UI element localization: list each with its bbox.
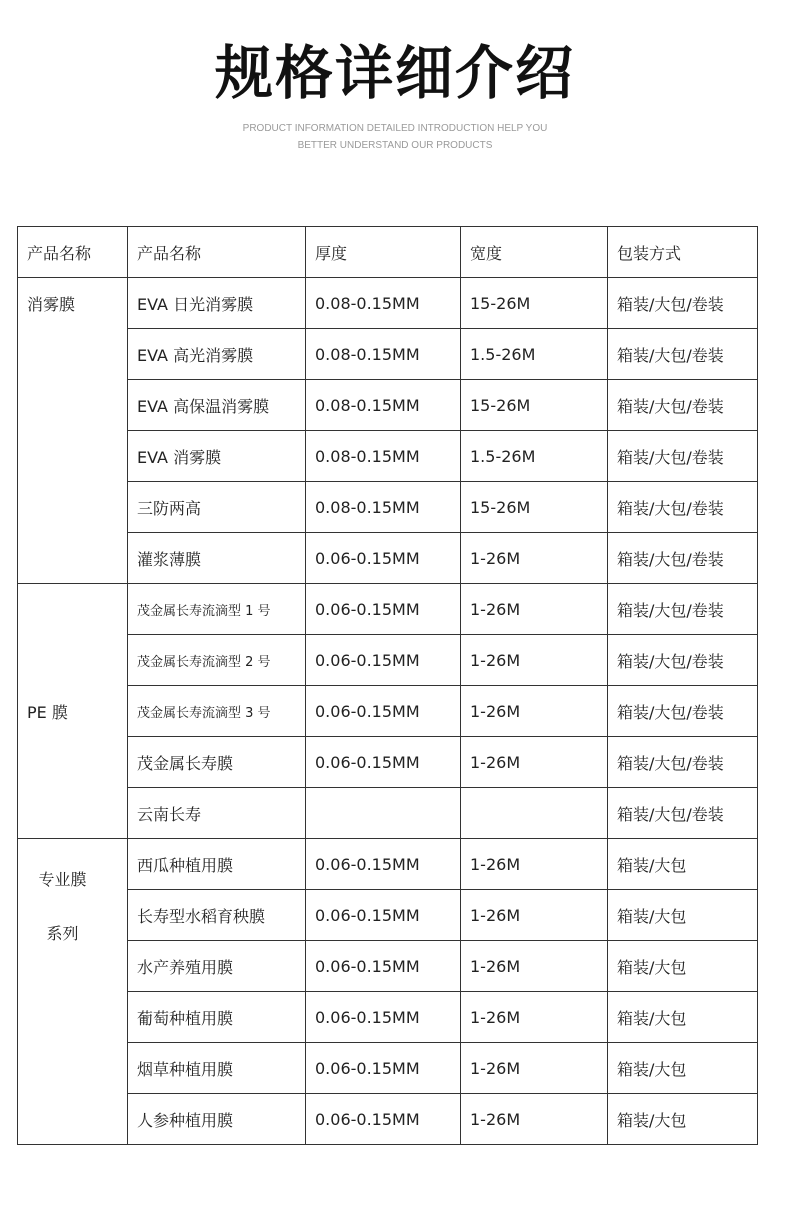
thickness: 0.06-0.15MM	[306, 533, 461, 584]
thickness: 0.06-0.15MM	[306, 890, 461, 941]
product-name: 长寿型水稻育秧膜	[128, 890, 306, 941]
packaging: 箱装/大包/卷装	[608, 635, 758, 686]
page-subtitle	[0, 120, 790, 154]
table-row	[18, 941, 758, 992]
thickness: 0.06-0.15MM	[306, 992, 461, 1043]
table-row	[18, 737, 758, 788]
width: 1-26M	[461, 992, 608, 1043]
width: 1.5-26M	[461, 329, 608, 380]
packaging: 箱装/大包/卷装	[608, 737, 758, 788]
header-product-name: 产品名称	[128, 227, 306, 278]
subtitle-line-1: PRODUCT INFORMATION DETAILED INTRODUCTION HELP YOU	[242, 123, 548, 134]
subtitle-line-2: BETTER UNDERSTAND OUR PRODUCTS	[297, 140, 493, 151]
table-row	[18, 686, 758, 737]
table-row	[18, 584, 758, 635]
thickness: 0.06-0.15MM	[306, 584, 461, 635]
product-name: 茂金属长寿流滴型 2 号	[128, 635, 306, 686]
width: 15-26M	[461, 380, 608, 431]
width: 1-26M	[461, 584, 608, 635]
thickness: 0.08-0.15MM	[306, 329, 461, 380]
group-special-line-1: 专业膜	[38, 870, 87, 889]
thickness: 0.06-0.15MM	[306, 1043, 461, 1094]
width: 1.5-26M	[461, 431, 608, 482]
table-row	[18, 329, 758, 380]
width: 1-26M	[461, 686, 608, 737]
width: 1-26M	[461, 1043, 608, 1094]
table-row	[18, 431, 758, 482]
table-row	[18, 1043, 758, 1094]
product-name: EVA 高保温消雾膜	[128, 380, 306, 431]
packaging: 箱装/大包	[608, 992, 758, 1043]
packaging: 箱装/大包/卷装	[608, 278, 758, 329]
packaging: 箱装/大包	[608, 890, 758, 941]
product-name: 西瓜种植用膜	[128, 839, 306, 890]
width: 1-26M	[461, 890, 608, 941]
thickness: 0.08-0.15MM	[306, 380, 461, 431]
table-row	[18, 380, 758, 431]
packaging: 箱装/大包/卷装	[608, 686, 758, 737]
width: 15-26M	[461, 278, 608, 329]
thickness: 0.08-0.15MM	[306, 278, 461, 329]
thickness: 0.08-0.15MM	[306, 431, 461, 482]
page-title: 规格详细介绍	[214, 39, 575, 107]
packaging: 箱装/大包	[608, 839, 758, 890]
group-pe-film: PE 膜	[18, 584, 128, 839]
thickness: 0.06-0.15MM	[306, 941, 461, 992]
product-name: 云南长寿	[128, 788, 306, 839]
group-special-line-2: 系列	[46, 924, 79, 943]
width: 1-26M	[461, 839, 608, 890]
packaging: 箱装/大包/卷装	[608, 431, 758, 482]
width: 1-26M	[461, 635, 608, 686]
product-name: 水产养殖用膜	[128, 941, 306, 992]
header-width: 宽度	[461, 227, 608, 278]
packaging: 箱装/大包	[608, 1094, 758, 1145]
product-name: EVA 日光消雾膜	[128, 278, 306, 329]
table-row	[18, 1094, 758, 1145]
packaging: 箱装/大包/卷装	[608, 533, 758, 584]
width: 1-26M	[461, 533, 608, 584]
product-name: 茂金属长寿膜	[128, 737, 306, 788]
table-row	[18, 533, 758, 584]
thickness: 0.06-0.15MM	[306, 686, 461, 737]
table-row	[18, 278, 758, 329]
width: 1-26M	[461, 941, 608, 992]
packaging: 箱装/大包	[608, 941, 758, 992]
width: 1-26M	[461, 1094, 608, 1145]
width: 1-26M	[461, 737, 608, 788]
table-row	[18, 839, 758, 890]
width	[461, 788, 608, 839]
packaging: 箱装/大包	[608, 1043, 758, 1094]
thickness: 0.06-0.15MM	[306, 1094, 461, 1145]
product-name: 茂金属长寿流滴型 1 号	[128, 584, 306, 635]
packaging: 箱装/大包/卷装	[608, 584, 758, 635]
table-row	[18, 890, 758, 941]
product-name: 人参种植用膜	[128, 1094, 306, 1145]
group-fog-film: 消雾膜	[18, 278, 128, 584]
thickness	[306, 788, 461, 839]
thickness: 0.06-0.15MM	[306, 737, 461, 788]
header-category: 产品名称	[18, 227, 128, 278]
packaging: 箱装/大包/卷装	[608, 788, 758, 839]
product-name: EVA 高光消雾膜	[128, 329, 306, 380]
table-row	[18, 992, 758, 1043]
packaging: 箱装/大包/卷装	[608, 380, 758, 431]
product-name: 茂金属长寿流滴型 3 号	[128, 686, 306, 737]
table-header-row	[18, 227, 758, 278]
width: 15-26M	[461, 482, 608, 533]
product-name: 葡萄种植用膜	[128, 992, 306, 1043]
thickness: 0.08-0.15MM	[306, 482, 461, 533]
header-thickness: 厚度	[306, 227, 461, 278]
table-row	[18, 788, 758, 839]
packaging: 箱装/大包/卷装	[608, 482, 758, 533]
header-packaging: 包装方式	[608, 227, 758, 278]
thickness: 0.06-0.15MM	[306, 839, 461, 890]
thickness: 0.06-0.15MM	[306, 635, 461, 686]
spec-table	[17, 226, 758, 1145]
table-row	[18, 635, 758, 686]
product-name: 烟草种植用膜	[128, 1043, 306, 1094]
product-name: 灌浆薄膜	[128, 533, 306, 584]
group-special-film	[18, 839, 128, 1145]
table-row	[18, 482, 758, 533]
packaging: 箱装/大包/卷装	[608, 329, 758, 380]
product-name: 三防两高	[128, 482, 306, 533]
product-name: EVA 消雾膜	[128, 431, 306, 482]
